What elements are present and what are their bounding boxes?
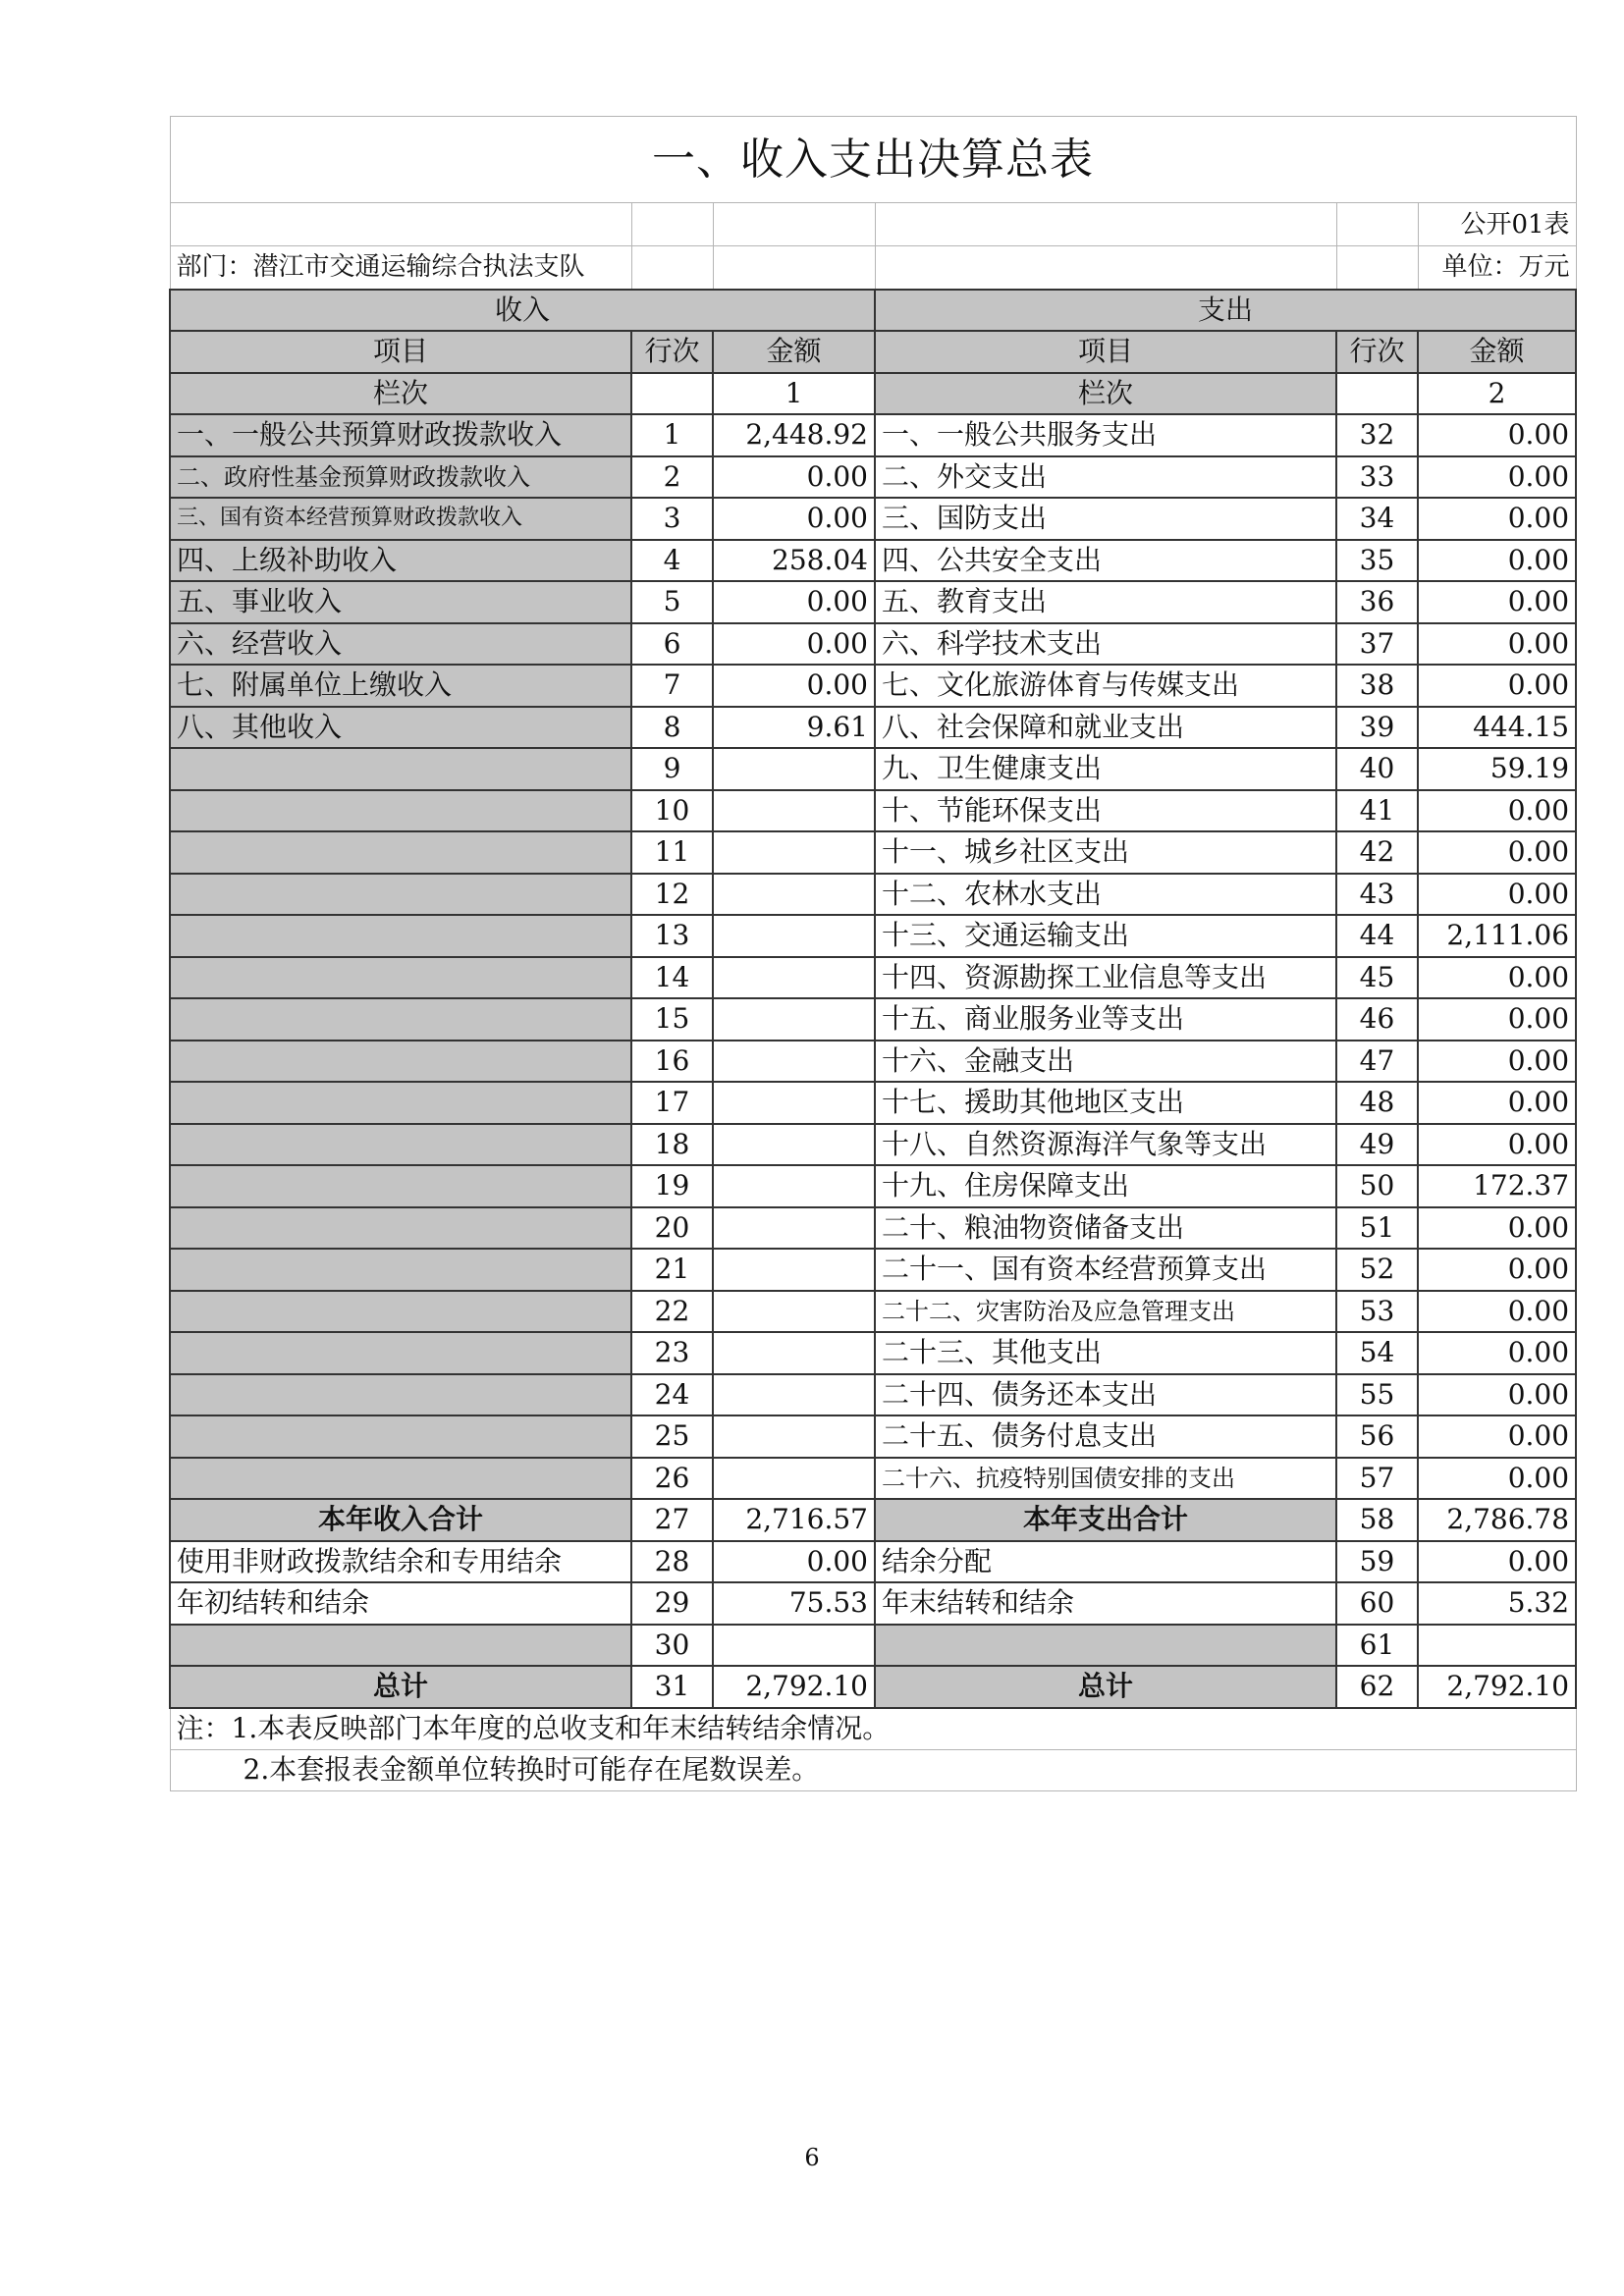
income-grand-total-label: 总计	[170, 1666, 631, 1708]
income-item: 三、国有资本经营预算财政拨款收入	[170, 498, 631, 540]
expense-rowno: 37	[1336, 623, 1418, 666]
income-rowno: 8	[631, 707, 713, 749]
expense-rowno: 56	[1336, 1415, 1418, 1458]
table-row	[170, 1374, 1576, 1416]
income-amount	[713, 915, 875, 957]
table-row	[170, 707, 1576, 749]
income-rowno: 14	[631, 957, 713, 999]
income-amount	[713, 998, 875, 1041]
surplus-distribution-label: 结余分配	[875, 1541, 1336, 1583]
expense-amount: 172.37	[1418, 1165, 1576, 1207]
expense-item: 三、国防支出	[875, 498, 1336, 540]
expense-item: 十九、住房保障支出	[875, 1165, 1336, 1207]
note-2: 2.本套报表金额单位转换时可能存在尾数误差。	[170, 1749, 1576, 1791]
table-row	[170, 1165, 1576, 1207]
expense-rowno: 33	[1336, 456, 1418, 499]
expense-column-label: 栏次	[875, 373, 1336, 415]
expense-item: 五、教育支出	[875, 581, 1336, 623]
income-amount	[713, 748, 875, 790]
expense-item: 二十五、债务付息支出	[875, 1415, 1336, 1458]
income-amount-header: 金额	[713, 331, 875, 373]
income-amount	[713, 831, 875, 874]
expense-amount: 0.00	[1418, 831, 1576, 874]
expense-item: 一、一般公共服务支出	[875, 414, 1336, 456]
table-row	[170, 1291, 1576, 1333]
table-row	[170, 623, 1576, 666]
form-number: 公开01表	[1418, 203, 1576, 246]
expense-rowno: 47	[1336, 1041, 1418, 1083]
expense-amount: 0.00	[1418, 1291, 1576, 1333]
expense-rowno: 49	[1336, 1124, 1418, 1166]
income-amount	[713, 1415, 875, 1458]
expense-item: 四、公共安全支出	[875, 540, 1336, 582]
income-amount	[713, 1291, 875, 1333]
expense-amount: 59.19	[1418, 748, 1576, 790]
table-row	[170, 790, 1576, 832]
expense-rowno: 34	[1336, 498, 1418, 540]
page-title: 一、收入支出决算总表	[170, 117, 1576, 203]
income-grand-total-amount: 2,792.10	[713, 1666, 875, 1708]
expense-rowno: 53	[1336, 1291, 1418, 1333]
income-item: 七、附属单位上缴收入	[170, 665, 631, 707]
income-item: 八、其他收入	[170, 707, 631, 749]
table-row	[170, 414, 1576, 456]
table-row	[170, 498, 1576, 540]
expense-amount: 2,111.06	[1418, 915, 1576, 957]
income-amount	[713, 1332, 875, 1374]
income-item	[170, 1415, 631, 1458]
expense-total-rowno: 58	[1336, 1499, 1418, 1541]
income-item	[170, 1165, 631, 1207]
income-item	[170, 1124, 631, 1166]
income-total-amount: 2,716.57	[713, 1499, 875, 1541]
budget-summary-table	[169, 116, 1577, 1791]
income-rowno: 10	[631, 790, 713, 832]
income-column-label: 栏次	[170, 373, 631, 415]
expense-item: 十八、自然资源海洋气象等支出	[875, 1124, 1336, 1166]
income-amount: 0.00	[713, 665, 875, 707]
income-item: 二、政府性基金预算财政拨款收入	[170, 456, 631, 499]
income-amount	[713, 1458, 875, 1500]
expense-amount: 0.00	[1418, 665, 1576, 707]
expense-rowno: 42	[1336, 831, 1418, 874]
expense-rowno: 52	[1336, 1249, 1418, 1291]
opening-balance-amount: 75.53	[713, 1582, 875, 1625]
expense-rowno: 40	[1336, 748, 1418, 790]
note-1: 注：1.本表反映部门本年度的总收支和年末结转结余情况。	[170, 1708, 1576, 1750]
income-amount	[713, 1124, 875, 1166]
table-row	[170, 665, 1576, 707]
expense-total-amount: 2,786.78	[1418, 1499, 1576, 1541]
expense-rowno: 36	[1336, 581, 1418, 623]
expense-amount: 0.00	[1418, 623, 1576, 666]
income-rowno: 23	[631, 1332, 713, 1374]
table-row	[170, 540, 1576, 582]
income-rowno-header: 行次	[631, 331, 713, 373]
income-rowno: 6	[631, 623, 713, 666]
expense-item: 八、社会保障和就业支出	[875, 707, 1336, 749]
expense-rowno: 44	[1336, 915, 1418, 957]
expense-grand-total-rowno: 62	[1336, 1666, 1418, 1708]
expense-amount: 0.00	[1418, 498, 1576, 540]
expense-amount: 0.00	[1418, 1458, 1576, 1500]
expense-amount: 0.00	[1418, 790, 1576, 832]
income-rowno: 11	[631, 831, 713, 874]
income-amount: 0.00	[713, 456, 875, 499]
income-item	[170, 915, 631, 957]
income-header: 收入	[170, 290, 875, 332]
nonfiscal-balance-rowno: 28	[631, 1541, 713, 1583]
expense-item: 十一、城乡社区支出	[875, 831, 1336, 874]
expense-grand-total-amount: 2,792.10	[1418, 1666, 1576, 1708]
expense-column-number: 2	[1418, 373, 1576, 415]
income-amount: 2,448.92	[713, 414, 875, 456]
income-rowno: 1	[631, 414, 713, 456]
expense-item: 二十二、灾害防治及应急管理支出	[875, 1291, 1336, 1333]
expense-header: 支出	[875, 290, 1576, 332]
nonfiscal-balance-label: 使用非财政拨款结余和专用结余	[170, 1541, 631, 1583]
income-amount: 0.00	[713, 581, 875, 623]
expense-amount: 0.00	[1418, 1124, 1576, 1166]
expense-rowno: 41	[1336, 790, 1418, 832]
expense-item: 二十四、债务还本支出	[875, 1374, 1336, 1416]
expense-item: 十二、农林水支出	[875, 874, 1336, 916]
income-column-number: 1	[713, 373, 875, 415]
income-rowno: 12	[631, 874, 713, 916]
income-total-label: 本年收入合计	[170, 1499, 631, 1541]
table-row	[170, 874, 1576, 916]
expense-amount: 0.00	[1418, 998, 1576, 1041]
expense-rowno-header: 行次	[1336, 331, 1418, 373]
table-row	[170, 456, 1576, 499]
income-rowno: 4	[631, 540, 713, 582]
expense-item: 二十三、其他支出	[875, 1332, 1336, 1374]
income-rowno: 7	[631, 665, 713, 707]
expense-rowno: 32	[1336, 414, 1418, 456]
income-item	[170, 748, 631, 790]
expense-total-label: 本年支出合计	[875, 1499, 1336, 1541]
income-rowno: 19	[631, 1165, 713, 1207]
income-rowno: 5	[631, 581, 713, 623]
expense-item: 六、科学技术支出	[875, 623, 1336, 666]
closing-balance-rowno: 60	[1336, 1582, 1418, 1625]
income-rowno: 17	[631, 1082, 713, 1124]
expense-item: 七、文化旅游体育与传媒支出	[875, 665, 1336, 707]
expense-amount: 0.00	[1418, 874, 1576, 916]
row-61-rowno: 61	[1336, 1625, 1418, 1667]
income-amount	[713, 1207, 875, 1250]
expense-amount: 0.00	[1418, 957, 1576, 999]
expense-rowno: 50	[1336, 1165, 1418, 1207]
income-item: 四、上级补助收入	[170, 540, 631, 582]
income-total-rowno: 27	[631, 1499, 713, 1541]
expense-amount: 444.15	[1418, 707, 1576, 749]
table-row	[170, 957, 1576, 999]
income-item	[170, 831, 631, 874]
department-label: 部门：潜江市交通运输综合执法支队	[170, 246, 631, 290]
table-row	[170, 1082, 1576, 1124]
expense-rowno: 45	[1336, 957, 1418, 999]
expense-amount: 0.00	[1418, 456, 1576, 499]
expense-amount-header: 金额	[1418, 331, 1576, 373]
expense-amount: 0.00	[1418, 581, 1576, 623]
expense-amount: 0.00	[1418, 540, 1576, 582]
table-row	[170, 1249, 1576, 1291]
opening-balance-label: 年初结转和结余	[170, 1582, 631, 1625]
table-row	[170, 1041, 1576, 1083]
income-rowno: 24	[631, 1374, 713, 1416]
expense-item: 十七、援助其他地区支出	[875, 1082, 1336, 1124]
table-row	[170, 831, 1576, 874]
expense-amount: 0.00	[1418, 1374, 1576, 1416]
expense-item: 九、卫生健康支出	[875, 748, 1336, 790]
income-amount	[713, 874, 875, 916]
income-item	[170, 1458, 631, 1500]
expense-rowno: 55	[1336, 1374, 1418, 1416]
income-amount	[713, 957, 875, 999]
expense-rowno: 43	[1336, 874, 1418, 916]
expense-amount: 0.00	[1418, 1415, 1576, 1458]
expense-amount: 0.00	[1418, 1332, 1576, 1374]
table-row	[170, 1332, 1576, 1374]
expense-rowno: 46	[1336, 998, 1418, 1041]
nonfiscal-balance-amount: 0.00	[713, 1541, 875, 1583]
income-item	[170, 1082, 631, 1124]
income-amount	[713, 790, 875, 832]
income-rowno: 15	[631, 998, 713, 1041]
expense-amount: 0.00	[1418, 414, 1576, 456]
row-30-rowno: 30	[631, 1625, 713, 1667]
expense-item: 十、节能环保支出	[875, 790, 1336, 832]
expense-rowno: 38	[1336, 665, 1418, 707]
income-rowno: 13	[631, 915, 713, 957]
expense-item: 二十一、国有资本经营预算支出	[875, 1249, 1336, 1291]
table-row	[170, 998, 1576, 1041]
income-item	[170, 790, 631, 832]
income-rowno: 20	[631, 1207, 713, 1250]
table-row	[170, 1124, 1576, 1166]
expense-grand-total-label: 总计	[875, 1666, 1336, 1708]
expense-amount: 0.00	[1418, 1041, 1576, 1083]
table-row	[170, 1415, 1576, 1458]
expense-rowno: 51	[1336, 1207, 1418, 1250]
income-rowno: 2	[631, 456, 713, 499]
income-rowno: 3	[631, 498, 713, 540]
expense-rowno: 39	[1336, 707, 1418, 749]
expense-item-header: 项目	[875, 331, 1336, 373]
income-item	[170, 1249, 631, 1291]
expense-item: 二十六、抗疫特别国债安排的支出	[875, 1458, 1336, 1500]
income-item	[170, 1041, 631, 1083]
table-row	[170, 581, 1576, 623]
expense-rowno: 35	[1336, 540, 1418, 582]
expense-rowno: 57	[1336, 1458, 1418, 1500]
expense-amount: 0.00	[1418, 1082, 1576, 1124]
income-rowno: 25	[631, 1415, 713, 1458]
income-rowno: 18	[631, 1124, 713, 1166]
income-rowno: 16	[631, 1041, 713, 1083]
expense-amount: 0.00	[1418, 1249, 1576, 1291]
surplus-distribution-amount: 0.00	[1418, 1541, 1576, 1583]
expense-item: 十四、资源勘探工业信息等支出	[875, 957, 1336, 999]
expense-item: 十三、交通运输支出	[875, 915, 1336, 957]
income-item: 六、经营收入	[170, 623, 631, 666]
income-item: 五、事业收入	[170, 581, 631, 623]
income-rowno: 9	[631, 748, 713, 790]
income-amount: 258.04	[713, 540, 875, 582]
unit-label: 单位：万元	[1418, 246, 1576, 290]
income-amount	[713, 1249, 875, 1291]
income-item	[170, 1291, 631, 1333]
income-amount: 0.00	[713, 623, 875, 666]
income-item	[170, 1332, 631, 1374]
income-item	[170, 998, 631, 1041]
expense-amount: 0.00	[1418, 1207, 1576, 1250]
table-row	[170, 1458, 1576, 1500]
income-item-header: 项目	[170, 331, 631, 373]
income-amount	[713, 1165, 875, 1207]
expense-rowno: 48	[1336, 1082, 1418, 1124]
income-amount	[713, 1082, 875, 1124]
page-number: 6	[804, 2144, 820, 2171]
income-amount	[713, 1041, 875, 1083]
expense-item: 十五、商业服务业等支出	[875, 998, 1336, 1041]
income-amount: 9.61	[713, 707, 875, 749]
closing-balance-amount: 5.32	[1418, 1582, 1576, 1625]
income-grand-total-rowno: 31	[631, 1666, 713, 1708]
surplus-distribution-rowno: 59	[1336, 1541, 1418, 1583]
income-item	[170, 957, 631, 999]
opening-balance-rowno: 29	[631, 1582, 713, 1625]
income-item	[170, 1207, 631, 1250]
expense-item: 二、外交支出	[875, 456, 1336, 499]
income-item	[170, 1374, 631, 1416]
income-rowno: 22	[631, 1291, 713, 1333]
closing-balance-label: 年末结转和结余	[875, 1582, 1336, 1625]
income-amount: 0.00	[713, 498, 875, 540]
table-row	[170, 915, 1576, 957]
table-row	[170, 748, 1576, 790]
expense-item: 十六、金融支出	[875, 1041, 1336, 1083]
table-row	[170, 1207, 1576, 1250]
income-rowno: 21	[631, 1249, 713, 1291]
income-rowno: 26	[631, 1458, 713, 1500]
expense-rowno: 54	[1336, 1332, 1418, 1374]
income-item	[170, 874, 631, 916]
expense-item: 二十、粮油物资储备支出	[875, 1207, 1336, 1250]
income-item: 一、一般公共预算财政拨款收入	[170, 414, 631, 456]
income-amount	[713, 1374, 875, 1416]
